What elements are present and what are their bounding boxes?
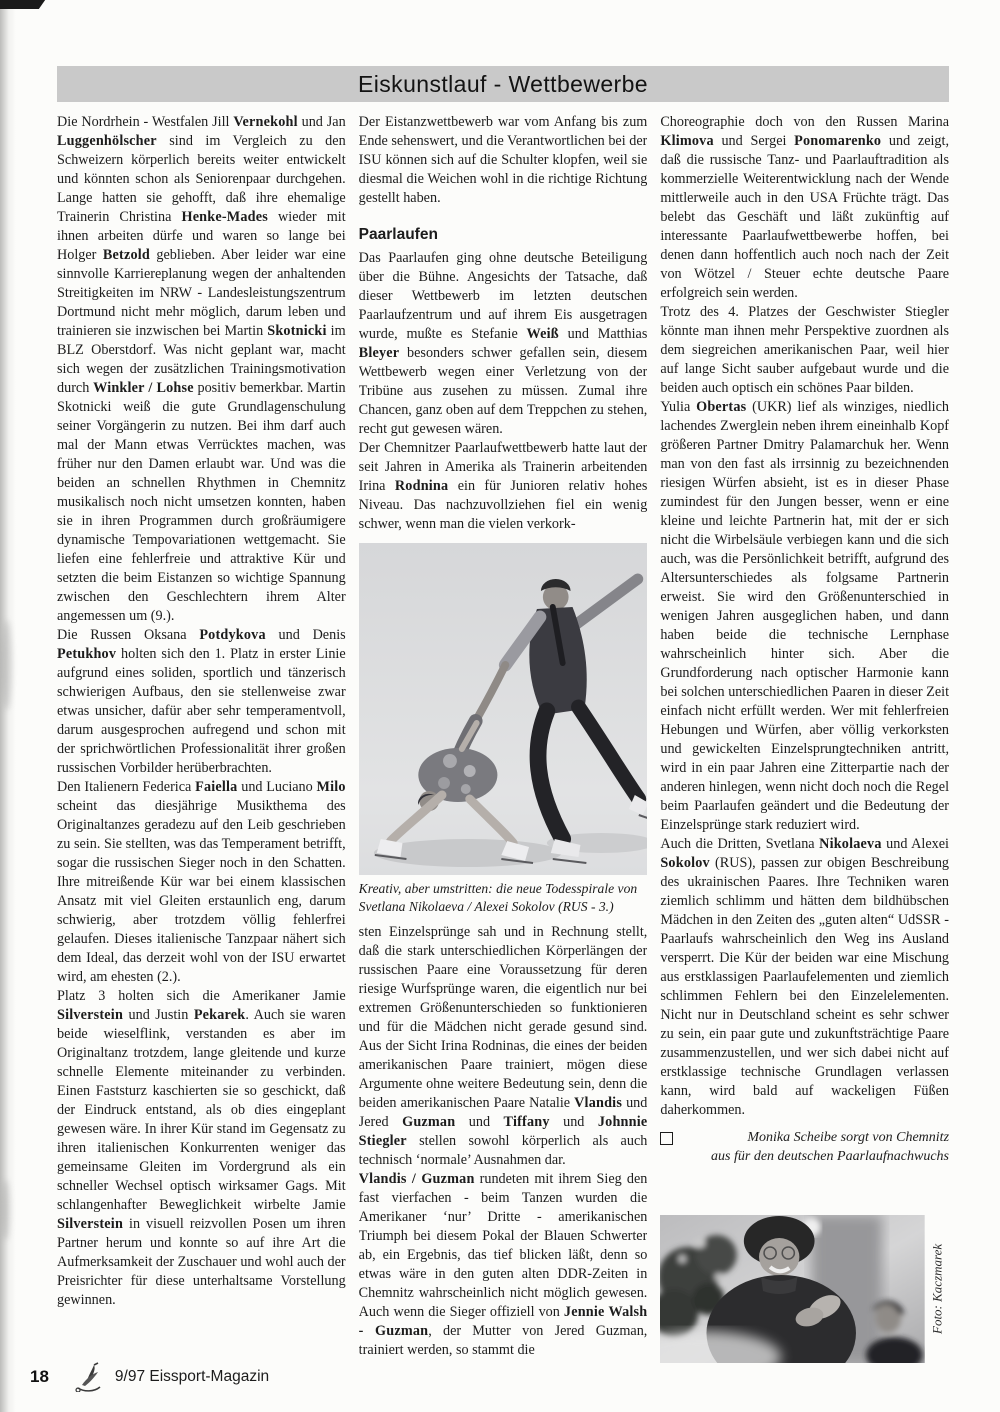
byline-line-1: Monika Scheibe sorgt von Chemnitz	[747, 1130, 950, 1145]
column-3	[660, 113, 949, 1363]
coach-photo-svg	[660, 1215, 925, 1363]
byline-row	[660, 1129, 949, 1166]
page-title: Eiskunstlauf - Wettbewerbe	[358, 70, 648, 97]
scan-smudge	[2, 620, 12, 710]
section-header-bar	[57, 66, 949, 102]
paragraph: sten Einzelsprünge sah und in Rechnung stellt, daß die stark unterschiedlichen Körperlängen der russischen Paare eine Voraussetzung für deren riesige Wurfsprünge waren, die eigentlich nur bei extremen Größenunterschieden so funktionieren und für die Mädchen nicht gerade gesund sind. Aus der Sicht Irina Rodninas, die eines der beiden amerikanischen Paare trainiert, mögen diese Argumente ohne weitere Bedeutung sein, denn die beiden amerikanischen Paare Natalie Vlandis und Jered Guzman und Tiffany und Johnnie Stiegler stellen sowohl körperlich als auch technisch ‘normale’ Ausnahmen dar.	[358, 924, 648, 1168]
paragraph: Das Paarlaufen ging ohne deutsche Beteiligung über die Bühne. Angesichts der Tatsache, daß dieser Wettbewerb im letzten deutschen Paarlaufzentrum und auf ihrem Eis ausgetragen wurde, mußte es Stefanie Weiß und Matthias Bleyer besonders schwer gefallen sein, diesem Wettbewerb wegen einer Verletzung von der Tribüne aus zusehen zu müssen. Zumal ihre Chancen, ganz oben auf dem Treppchen zu stehen, recht gut gewesen wären.	[358, 250, 648, 437]
paragraph: Die Nordrhein - Westfalen Jill Vernekohl und Jan Luggenhölscher sind im Vergleich zu den Schweizern körperlich bereits weiter entwickelt und könnten schon als Seniorenpaar durchgehen. Lange hatten sie gehofft, daß ihre ehemalige Trainerin Christina Henke-Mades wieder mit ihnen arbeiten dürfe und waren so lange bei Holger Betzold geblieben. Aber leider war eine sinnvolle Karriereplanung wegen der anhaltenden Streitigkeiten im NRW - Landesleistungszentrum Dortmund nicht mehr möglich, darum leben und trainieren sie inzwischen bei Martin Skotnicki im BLZ Oberstdorf. Was nicht geplant war, macht sich wegen der zusätzlichen Trainingsmotivation durch Winkler / Lohse positiv bemerkbar. Martin Skotnicki weiß die gute Grundlagenschulung seiner Vorgängerin zu nutzen. Bei ihm darf auch mal der Mann etwas Verrücktes machen, was früher nur den Damen erlaubt war. Und was die beiden an schnellen Rhythmen in Chemnitz musikalisch noch nicht umsetzen konnten, haben sie in ihren Programmen durch großräumigere dynamische Tempovariationen wettgemacht. Sie liefen eine fehlerfreie und attraktive Kür und setzten die beim Eistanzen so wichtige Spannung zwischen den Geschlechtern ihrem Alter angemessen um (9.).	[57, 114, 346, 624]
paragraph: Yulia Obertas (UKR) lief als winziges, niedlich lachendes Zwerglein neben ihrem eineinhalb Kopf größeren Partner Dmitry Palamarchuk her. Wenn man von den fast als irrsinnig zu bezeichnenden riesigen Würfen absieht, ist es in dieser Phase zumindest für den Jungen besser, wenn er eine kleine und leichte Partnerin hat, mit der er sich nicht die Wirbelsäule verbiegen kann und die sich auch, was die Persönlichkeit betrifft, aufgrund des Altersunterschiedes als folgsame Partnerin erweist. Sie wird den Größenunterschied in wenigen Jahren ausgeglichen haben, und dann haben beide die technische Lernphase wahrscheinlich hinter sich. Aber die Grundforderung nach optischer Harmonie kann bei solchen unterschiedlichen Paaren in dieser Zeit einfach nicht erfüllt werden. Wer mit fehlerfreien Hebungen und Würfen, aber völlig verkorksten und gewickelten Einzelsprungtechniken antritt, wird in ein paar Jahren eine Zitterpartie nach der anderen hinlegen, wenn nicht doch noch die Regel beim Paarlaufen geändert und die Bedeutung der Einzelsprünge stark reduziert wird.	[660, 399, 950, 833]
magazine-name: 9/97 Eissport-Magazin	[114, 1368, 270, 1385]
paragraph: Choreographie doch von den Russen Marina Klimova und Sergei Ponomarenko und zeigt, daß die russische Tanz- und Paarlauftradition als kommerzielle Weiterentwicklung nach der Wende mittlerweile auch in den USA Früchte trägt. Das belebt das Geschäft und läßt zukünftig auf interessante Paarlaufwettbewerbe hoffen, bei denen dann hoffentlich auch noch nach der Zeit von Wötzel / Steuer echte deutsche Paare erfolgreich sein werden.	[660, 114, 950, 301]
photo-monika-scheibe	[660, 1215, 949, 1363]
column-2-text-after-photo	[359, 923, 648, 1360]
paragraph: Trotz des 4. Platzes der Geschwister Stiegler könnte man ihnen mehr Perspektive zuordnen als dem siegreichen amerikanischen Paar, weil hier auf lange Sicht sauber aufgebaut wurde und die beiden auch optisch ein schönes Paar bilden.	[660, 304, 950, 396]
scan-smudge	[2, 1180, 10, 1240]
paragraph: Der Chemnitzer Paarlaufwettbewerb hatte laut der seit Jahren in Amerika als Trainerin arbeitenden Irina Rodnina ein für Junioren relativ hohes Niveau. Das nachzuvollziehen fiel ein wenig schwer, wenn man die vielen verkork-	[358, 440, 648, 532]
paragraph: Den Italienern Federica Faiella und Luciano Milo scheint das diesjährige Musikthema des Originaltanzes geradezu auf den Leib geschrieben zu sein. Sie stellten, was das Temperament betrifft, sogar die russischen Sieger noch in den Schatten. Ihre mitreißende Kür war bei einem klassischen Ansatz mit viel Gleiten erstaunlich eng, darum schwierig, aber trotzdem völlig fehlerfrei gelaufen. Dieses italienische Tanzpaar nähert sich dem Ideal, das derzeit wohl von der ISU erwartet wird, am ehesten (2.).	[57, 779, 346, 985]
photo-death-spiral	[359, 543, 648, 875]
pair-skaters-photo-image	[359, 543, 648, 875]
paragraph: Die Russen Oksana Potdykova und Denis Petukhov holten sich den 1. Platz in erster Linie aufgrund eines soliden, sportlich und tänzerisch schwierigen Aufbaus, den sie stellenweise zwar etwas unsicher, dafür aber sehr temperamentvoll, darum ausgesprochen aufregend und schon mit der sprichwörtlichen Professionalität ihrer großen russischen Vorbilder herüberbrachten.	[57, 627, 346, 776]
end-of-article-square-icon	[660, 1132, 673, 1145]
author-byline	[711, 1129, 949, 1166]
paragraph: Der Eistanzwettbewerb war vom Anfang bis zum Ende sehenswert, und die Verantwortlichen bei der ISU können sich auf die Schulter klopfen, weil sie diesmal die Weichen wohl in die richtige Richtung gestellt haben.	[358, 114, 648, 206]
paragraph: Auch die Dritten, Svetlana Nikolaeva und Alexei Sokolov (RUS), passen zur obigen Beschreibung des ukrainischen Paares. Ihre Techniken waren ziemlich schlimm und hätten dem bildhübschen Mädchen in den Zeiten des „guten alten“ UdSSR - Paarlaufs wahrscheinlich den Weg ins Ausland versperrt. Die Kür der beiden war eine Mischung aus erstklassigen Paarlaufelementen und ziemlich schlimmen Fehlern bei den Einzelelementen. Nicht nur in Deutschland scheint es sehr schwer zu sein, ein paar gute und zukunftsträchtige Paare zusammenzustellen, und wer sich dabei nicht auf erstklassige technische Grundlagen verlassen kann, wird bald auf wackeligen Füßen daherkommen.	[660, 836, 950, 1118]
column-3-text	[660, 113, 949, 1120]
scan-corner-mark	[0, 0, 45, 9]
column-1-text	[57, 113, 346, 1310]
photo-caption: Kreativ, aber umstritten: die neue Todesspirale von Svetlana Nikolaeva / Alexei Sokolov (RUS - 3.)	[358, 881, 638, 914]
article-columns	[57, 113, 949, 1363]
column-2-text-before-photo	[359, 249, 648, 534]
byline-line-2: aus für den deutschen Paarlaufnachwuchs	[711, 1148, 950, 1164]
photo-credit: Foto: Kaczmarek	[929, 1243, 945, 1335]
coach-photo-image	[660, 1215, 925, 1363]
column-1	[57, 113, 346, 1363]
column-2-intro	[359, 113, 648, 208]
skater-logo-icon	[72, 1362, 106, 1392]
page-number: 18	[30, 1367, 49, 1386]
paragraph: Platz 3 holten sich die Amerikaner Jamie Silverstein und Justin Pekarek. Auch sie waren beide wieselflink, verstanden es aber im Originaltanz trotzdem, lange gleitende und kurze schnelle Elemente miteinander zu verbinden. Einen Faststurz kaschierten sie so geschickt, daß der Eindruck entstand, als ob dies eingeplant gewesen wäre. In ihrer Kür stand im Gegensatz zu ihren italienischen Konkurrenten weniger das gemeinsame Gleiten im Vordergrund als ein schneller Wechsel optisch wirksamer Gags. Mit schlangenhafter Beweglichkeit wirbelte Jamie Silverstein in visuell reizvollen Posen um ihren Partner herum und konnte so auf ihre Art die Aufmerksamkeit der Zuschauer und wohl auch der Preisrichter für diese unterhaltsame Vorstellung gewinnen.	[57, 988, 346, 1308]
column-2	[359, 113, 648, 1363]
page-footer	[30, 1360, 269, 1394]
section-heading-paarlaufen: Paarlaufen	[358, 226, 438, 243]
paragraph: Vlandis / Guzman rundeten mit ihrem Sieg den fast vierfachen - beim Tanzen wurden die Amerikaner ‘nur’ Dritte - amerikanischen Triumph bei diesem Pokal der Blauen Schwerter ab, ein Ergebnis, das tief blicken läßt, denn so etwas wäre in den guten alten DDR-Zeiten in Chemnitz wahrscheinlich nicht möglich gewesen. Auch wenn die Sieger offiziell von Jennie Walsh - Guzman, der Mutter von Jered Guzman, trainiert werden, so stammt die	[358, 1171, 648, 1358]
